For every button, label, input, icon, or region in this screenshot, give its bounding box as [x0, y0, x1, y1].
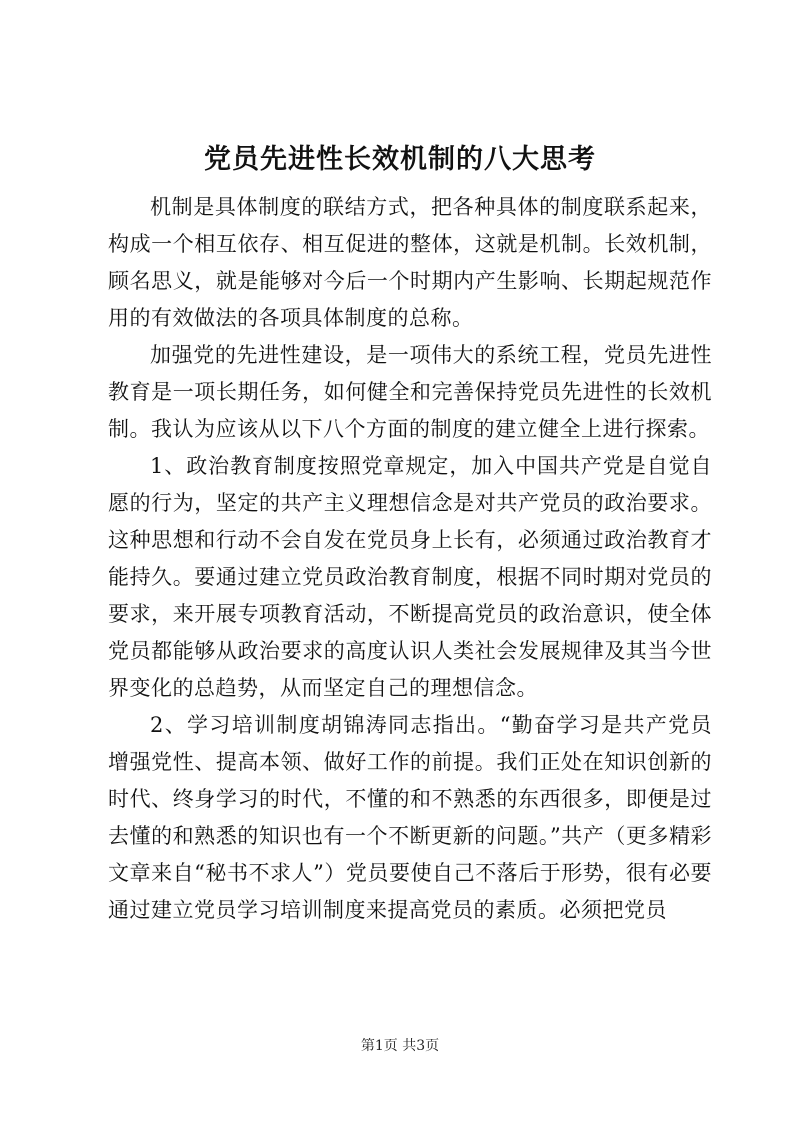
- paragraph-mechanism-definition: 机制是具体制度的联结方式，把各种具体的制度联系起来，构成一个相互依存、相互促进的整体，这就是机制。长效机制，顾名思义，就是能够对今后一个时期内产生影响、长期起规范作用的有效做法的各项具体制度的总称。: [108, 195, 712, 330]
- paragraph-political-education-system: 1、政治教育制度按照党章规定，加入中国共产党是自觉自愿的行为，坚定的共产主义理想信念是对共产党员的政治要求。这种思想和行动不会自发在党员身上长有，必须通过政治教育才能持久。要通过建立党员政治教育制度，根据不同时期对党员的要求，来开展专项教育活动，不断提高党员的政治意识，使全体党员都能够从政治要求的高度认识人类社会发展规律及其当今世界变化的总趋势，从而坚定自己的理想信念。: [108, 454, 712, 700]
- paragraph-advanced-nature-building: 加强党的先进性建设，是一项伟大的系统工程，党员先进性教育是一项长期任务，如何健全和完善保持党员先进性的长效机制。我认为应该从以下八个方面的制度的建立健全上进行探索。: [108, 343, 712, 441]
- page-number-footer: 第1页 共3页: [360, 1038, 440, 1054]
- document-title: 党员先进性长效机制的八大思考: [204, 144, 596, 175]
- paragraph-study-training-system: 2、学习培训制度胡锦涛同志指出。“勤奋学习是共产党员增强党性、提高本领、做好工作的前提。我们正处在知识创新的时代、终身学习的时代，不懂的和不熟悉的东西很多，即便是过去懂的和熟悉的知识也有一个不断更新的问题。”共产（更多精彩文章来自“秘书不求人”）党员要使自己不落后于形势，很有必要通过建立党员学习培训制度来提高党员的素质。必须把党员: [108, 713, 712, 922]
- document-body: [108, 189, 712, 929]
